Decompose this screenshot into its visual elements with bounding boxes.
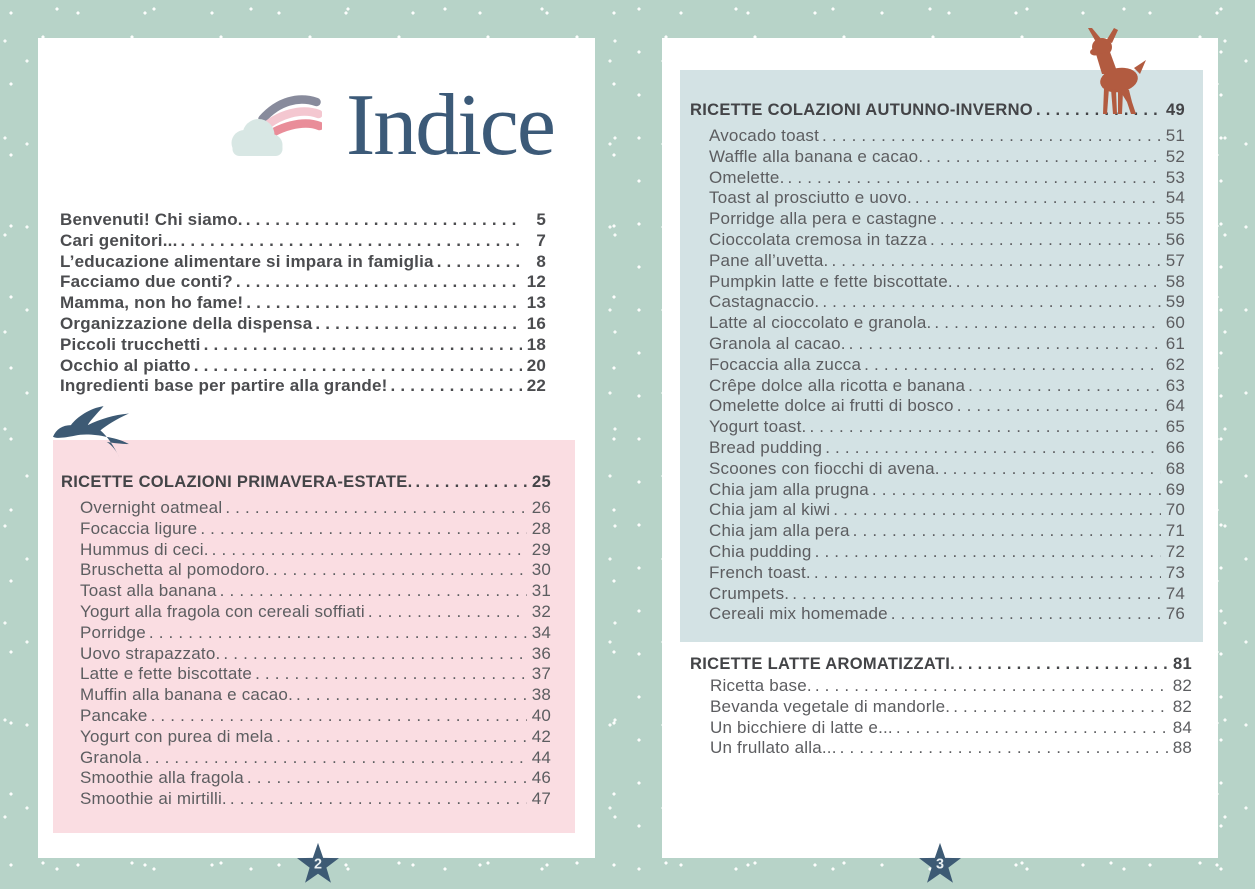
- toc-entry-label: Cereali mix homemade: [709, 604, 888, 624]
- dot-leader: [233, 272, 522, 293]
- toc-entry-page: 12: [526, 272, 546, 292]
- toc-row: [80, 685, 551, 706]
- toc-row: [80, 519, 551, 540]
- toc-entry-label: Omelette dolce ai frutti di bosco: [709, 396, 954, 416]
- toc-entry-page: 65: [1165, 417, 1185, 437]
- toc-entry-label: Bread pudding: [709, 437, 823, 457]
- toc-row: [709, 313, 1185, 334]
- front-matter-list: [60, 210, 546, 397]
- dot-leader: [252, 664, 527, 685]
- toc-entry-page: 54: [1165, 188, 1185, 208]
- toc-row: [709, 459, 1185, 480]
- toc-entry-page: 73: [1165, 562, 1185, 582]
- toc-entry-label: Benvenuti! Chi siamo.: [60, 210, 243, 229]
- toc-entry-page: 32: [531, 601, 551, 621]
- dot-leader: [222, 498, 527, 519]
- dot-leader: [830, 500, 1161, 521]
- toc-entry-page: 18: [526, 334, 546, 354]
- toc-entry-page: 44: [531, 747, 551, 767]
- toc-entry-label: Chia pudding: [709, 541, 812, 561]
- dot-leader: [148, 706, 527, 727]
- dot-leader: [923, 147, 1161, 168]
- toc-entry-label: Latte e fette biscottate: [80, 664, 253, 684]
- toc-entry-page: 13: [526, 293, 546, 313]
- page-number: 3: [936, 856, 944, 873]
- toc-entry-page: 7: [536, 230, 546, 250]
- toc-row: [80, 560, 551, 581]
- dot-leader: [965, 376, 1161, 397]
- autumn-winter-items: [709, 126, 1185, 625]
- toc-row: [80, 789, 551, 810]
- toc-entry-label: Bruschetta al pomodoro.: [80, 560, 270, 580]
- toc-row: [710, 738, 1192, 759]
- toc-entry-label: Bevanda vegetale di mandorle.: [710, 696, 951, 716]
- toc-entry-label: Focaccia alla zucca: [709, 354, 862, 374]
- toc-entry-page: 82: [1172, 696, 1192, 716]
- dot-leader: [954, 396, 1161, 417]
- section-page: 49: [1166, 101, 1185, 119]
- toc-row: [709, 168, 1185, 189]
- toc-entry-page: 70: [1165, 500, 1185, 520]
- toc-row: [709, 272, 1185, 293]
- section-page: 25: [532, 473, 551, 491]
- toc-entry-page: 16: [526, 313, 546, 333]
- toc-entry-page: 55: [1165, 209, 1185, 229]
- toc-row: [80, 540, 551, 561]
- toc-entry-label: Scoones con fiocchi di avena.: [709, 458, 940, 478]
- toc-row: [80, 706, 551, 727]
- toc-entry-page: 51: [1165, 126, 1185, 145]
- toc-row: [709, 584, 1185, 605]
- toc-row: [60, 252, 546, 273]
- toc-row: [709, 500, 1185, 521]
- page-number-star-left: [295, 839, 341, 887]
- section-title: RICETTE COLAZIONI PRIMAVERA-ESTATE.: [61, 473, 413, 491]
- dot-leader: [927, 230, 1161, 251]
- dot-leader: [861, 355, 1161, 376]
- toc-row: [709, 126, 1185, 147]
- dot-leader: [819, 292, 1161, 313]
- toc-entry-page: 68: [1165, 458, 1185, 478]
- toc-entry-label: Avocado toast: [709, 126, 820, 145]
- section-header-row: [690, 654, 1192, 675]
- toc-row: [60, 314, 546, 335]
- dot-leader: [953, 272, 1161, 293]
- toc-entry-page: 72: [1165, 541, 1185, 561]
- dot-leader: [244, 768, 527, 789]
- toc-entry-page: 62: [1165, 354, 1185, 374]
- toc-entry-page: 42: [531, 726, 551, 746]
- toc-entry-page: 53: [1165, 167, 1185, 187]
- dot-leader: [812, 542, 1161, 563]
- toc-entry-page: 36: [531, 643, 551, 663]
- toc-row: [60, 272, 546, 293]
- toc-row: [709, 521, 1185, 542]
- toc-entry-label: Yogurt con purea di mela: [80, 726, 274, 746]
- toc-entry-label: Yogurt alla fragola con cereali soffiati: [80, 601, 365, 621]
- toc-entry-label: Porridge: [80, 622, 146, 642]
- toc-entry-page: 28: [531, 518, 551, 538]
- toc-entry-page: 30: [531, 560, 551, 580]
- dot-leader: [888, 604, 1161, 625]
- toc-entry-label: Hummus di ceci.: [80, 539, 209, 559]
- dot-leader: [955, 654, 1168, 675]
- toc-entry-page: 34: [531, 622, 551, 642]
- dot-leader: [434, 252, 522, 273]
- toc-row: [709, 230, 1185, 251]
- toc-entry-page: 58: [1165, 271, 1185, 291]
- left-page: [38, 38, 595, 873]
- toc-entry-label: Waffle alla banana e cacao.: [709, 146, 924, 166]
- rainbow-cloud-icon: [226, 93, 322, 163]
- toc-row: [710, 676, 1192, 697]
- toc-entry-page: 84: [1172, 717, 1192, 737]
- page-number-star-right: [917, 839, 963, 887]
- toc-entry-label: Toast alla banana: [80, 581, 217, 601]
- toc-row: [709, 480, 1185, 501]
- toc-entry-page: 63: [1165, 375, 1185, 395]
- flavored-milk-section: [690, 654, 1192, 759]
- toc-entry-page: 88: [1172, 738, 1192, 758]
- toc-row: [80, 623, 551, 644]
- toc-entry-page: 60: [1165, 313, 1185, 333]
- toc-row: [80, 748, 551, 769]
- dot-leader: [819, 126, 1161, 147]
- section-page: 81: [1173, 655, 1192, 673]
- dot-leader: [270, 560, 527, 581]
- dot-leader: [365, 602, 527, 623]
- toc-entry-label: Cari genitori...: [60, 230, 178, 250]
- toc-entry-page: 46: [531, 768, 551, 788]
- dot-leader: [142, 748, 527, 769]
- toc-entry-page: 56: [1165, 229, 1185, 249]
- dot-leader: [822, 438, 1161, 459]
- page-number: 2: [314, 856, 322, 873]
- toc-entry-label: Smoothie alla fragola: [80, 768, 244, 788]
- section-title: RICETTE COLAZIONI AUTUNNO-INVERNO: [690, 101, 1033, 119]
- dot-leader: [785, 168, 1162, 189]
- toc-row: [709, 292, 1185, 313]
- toc-entry-label: Overnight oatmeal: [80, 498, 223, 517]
- toc-entry-label: Latte al cioccolato e granola.: [709, 313, 932, 333]
- dot-leader: [869, 480, 1161, 501]
- dot-leader: [811, 563, 1161, 584]
- toc-entry-label: Un frullato alla...: [710, 738, 837, 758]
- toc-entry-label: Facciamo due conti?: [60, 272, 233, 292]
- toc-row: [710, 697, 1192, 718]
- toc-entry-label: Omelette.: [709, 167, 785, 187]
- toc-entry-label: Smoothie ai mirtilli.: [80, 789, 227, 809]
- toc-entry-label: Toast al prosciutto e uovo.: [709, 188, 912, 208]
- toc-entry-label: Porridge alla pera e castagne: [709, 209, 937, 229]
- toc-entry-page: 59: [1165, 292, 1185, 312]
- toc-row: [709, 542, 1185, 563]
- toc-row: [80, 602, 551, 623]
- toc-entry-label: Granola: [80, 747, 142, 767]
- toc-row: [709, 355, 1185, 376]
- toc-entry-page: 47: [531, 789, 551, 809]
- toc-entry-label: Castagnaccio.: [709, 292, 820, 312]
- toc-entry-page: 52: [1165, 146, 1185, 166]
- dot-leader: [273, 727, 527, 748]
- toc-entry-label: Muffin alla banana e cacao.: [80, 685, 294, 705]
- dot-leader: [243, 293, 522, 314]
- dot-leader: [197, 519, 527, 540]
- toc-row: [709, 334, 1185, 355]
- dot-leader: [293, 685, 527, 706]
- dot-leader: [789, 584, 1161, 605]
- toc-entry-label: Chia jam alla pera: [709, 521, 850, 541]
- toc-entry-page: 64: [1165, 396, 1185, 416]
- toc-entry-label: Mamma, non ho fame!: [60, 293, 244, 313]
- toc-entry-label: Focaccia ligure: [80, 518, 198, 538]
- dot-leader: [146, 623, 527, 644]
- toc-row: [709, 563, 1185, 584]
- toc-entry-label: Occhio al piatto: [60, 355, 191, 375]
- toc-entry-label: Pumpkin latte e fette biscottate.: [709, 271, 953, 291]
- toc-entry-label: L’educazione alimentare si impara in famiglia: [60, 251, 434, 271]
- toc-entry-page: 57: [1165, 250, 1185, 270]
- dot-leader: [837, 738, 1168, 759]
- toc-entry-label: Pancake: [80, 705, 148, 725]
- toc-row: [80, 768, 551, 789]
- index-title: Indice: [346, 77, 554, 174]
- toc-row: [709, 396, 1185, 417]
- toc-entry-label: Crumpets.: [709, 583, 790, 603]
- dot-leader: [201, 335, 522, 356]
- toc-row: [709, 147, 1185, 168]
- dot-leader: [912, 188, 1161, 209]
- dot-leader: [243, 210, 522, 231]
- toc-entry-label: Cioccolata cremosa in tazza: [709, 229, 927, 249]
- toc-row: [709, 438, 1185, 459]
- dot-leader: [388, 376, 522, 397]
- toc-entry-page: 22: [526, 376, 546, 396]
- toc-row: [709, 251, 1185, 272]
- toc-entry-label: Organizzazione della dispensa: [60, 313, 313, 333]
- toc-row: [710, 718, 1192, 739]
- toc-entry-label: Ingredienti base per partire alla grande!: [60, 376, 388, 396]
- dot-leader: [940, 459, 1161, 480]
- section-title: RICETTE LATTE AROMATIZZATI.: [690, 655, 956, 673]
- toc-entry-page: 38: [531, 685, 551, 705]
- toc-entry-label: Yogurt toast.: [709, 417, 807, 437]
- flavored-milk-items: [710, 676, 1192, 759]
- toc-row: [60, 231, 546, 252]
- dot-leader: [846, 334, 1161, 355]
- toc-entry-label: French toast.: [709, 562, 811, 582]
- toc-entry-label: Crêpe dolce alla ricotta e banana: [709, 375, 966, 395]
- toc-row: [60, 293, 546, 314]
- swallow-icon: [44, 404, 140, 462]
- dot-leader: [893, 718, 1168, 739]
- dot-leader: [220, 644, 527, 665]
- dot-leader: [227, 789, 527, 810]
- toc-entry-page: 74: [1165, 583, 1185, 603]
- toc-row: [80, 664, 551, 685]
- toc-entry-label: Un bicchiere di latte e...: [710, 717, 893, 737]
- toc-row: [60, 335, 546, 356]
- toc-entry-label: Uovo strapazzato.: [80, 643, 221, 663]
- toc-row: [80, 727, 551, 748]
- dot-leader: [191, 356, 522, 377]
- toc-entry-page: 69: [1165, 479, 1185, 499]
- toc-row: [80, 644, 551, 665]
- toc-entry-label: Chia jam al kiwi: [709, 500, 831, 520]
- toc-entry-page: 20: [526, 355, 546, 375]
- toc-entry-label: Ricetta base.: [710, 676, 812, 695]
- toc-row: [60, 376, 546, 397]
- toc-row: [60, 210, 546, 231]
- toc-entry-page: 40: [531, 705, 551, 725]
- toc-row: [709, 188, 1185, 209]
- dot-leader: [178, 231, 523, 252]
- toc-entry-page: 82: [1172, 676, 1192, 695]
- autumn-winter-section: [680, 70, 1203, 642]
- toc-entry-page: 66: [1165, 437, 1185, 457]
- spring-summer-section: [53, 440, 575, 833]
- toc-entry-label: Pane all’uvetta.: [709, 250, 829, 270]
- toc-entry-label: Piccoli trucchetti: [60, 334, 201, 354]
- toc-row: [80, 498, 551, 519]
- toc-entry-label: Chia jam alla prugna: [709, 479, 869, 499]
- dot-leader: [312, 314, 522, 335]
- toc-row: [80, 581, 551, 602]
- dot-leader: [217, 581, 527, 602]
- dot-leader: [806, 417, 1161, 438]
- toc-entry-page: 26: [531, 498, 551, 517]
- toc-entry-label: Granola al cacao.: [709, 333, 846, 353]
- dot-leader: [950, 697, 1168, 718]
- toc-entry-page: 5: [536, 210, 546, 229]
- dot-leader: [931, 313, 1161, 334]
- dot-leader: [828, 251, 1161, 272]
- toc-entry-page: 31: [531, 581, 551, 601]
- toc-row: [709, 376, 1185, 397]
- toc-entry-page: 71: [1165, 521, 1185, 541]
- toc-row: [709, 604, 1185, 625]
- right-page: [662, 38, 1218, 873]
- dot-leader: [209, 540, 527, 561]
- spring-summer-items: [80, 498, 551, 810]
- dot-leader: [937, 209, 1161, 230]
- dot-leader: [812, 676, 1168, 697]
- toc-entry-page: 37: [531, 664, 551, 684]
- dot-leader: [850, 521, 1161, 542]
- toc-row: [709, 417, 1185, 438]
- toc-entry-page: 8: [536, 251, 546, 271]
- dot-leader: [413, 472, 528, 493]
- deer-icon: [1076, 28, 1148, 116]
- toc-entry-page: 61: [1165, 333, 1185, 353]
- toc-row: [60, 356, 546, 377]
- toc-entry-page: 29: [531, 539, 551, 559]
- toc-entry-page: 76: [1165, 604, 1185, 624]
- toc-row: [709, 209, 1185, 230]
